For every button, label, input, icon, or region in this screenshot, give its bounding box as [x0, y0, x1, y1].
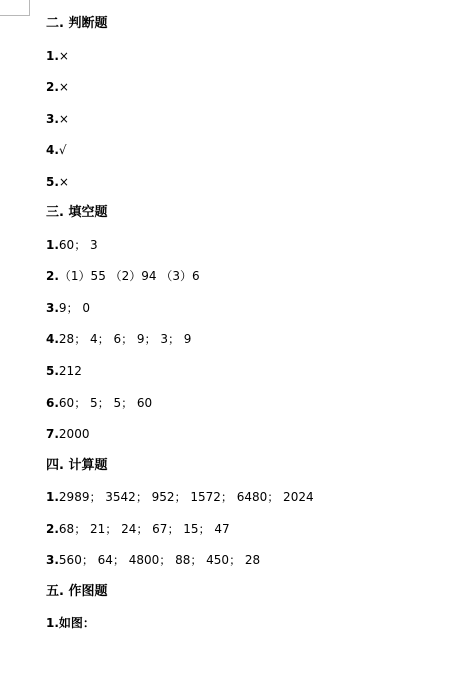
answer-number: 1.: [46, 490, 59, 504]
answer-number: 4.: [46, 143, 59, 157]
answer-line: [46, 266, 200, 286]
answer-number: 3.: [46, 301, 59, 315]
answer-number: 4.: [46, 332, 59, 346]
answer-value: 560； 64； 4800； 88； 450； 28: [58, 553, 261, 567]
answer-line: [46, 235, 98, 255]
answer-value: 如图：: [58, 616, 95, 630]
section-heading-calculation: 四. 计算题: [46, 458, 108, 473]
answer-value: √: [58, 143, 67, 157]
answer-value: （1）55 （2）94 （3）6: [58, 269, 200, 283]
answer-number: 1.: [46, 49, 59, 63]
answer-line: [46, 329, 191, 349]
answer-line: [46, 46, 69, 66]
answer-line: [46, 109, 69, 129]
answer-number: 3.: [46, 112, 59, 126]
answer-value: 9； 0: [58, 301, 91, 315]
answer-line: [46, 613, 95, 633]
section-heading-judgment: 二. 判断题: [46, 16, 108, 31]
answer-line: [46, 298, 90, 318]
answer-number: 5.: [46, 175, 59, 189]
answer-value: 212: [58, 364, 82, 378]
answer-line: [46, 487, 314, 507]
answer-value: 2989； 3542； 952； 1572； 6480； 2024: [58, 490, 314, 504]
page-corner-mark: [0, 0, 30, 16]
answer-number: 2.: [46, 269, 59, 283]
answer-number: 7.: [46, 427, 59, 441]
answer-value: 60； 5； 5； 60: [58, 396, 153, 410]
answer-number: 1.: [46, 616, 59, 630]
answer-number: 3.: [46, 553, 59, 567]
answer-number: 2.: [46, 80, 59, 94]
answer-line: [46, 172, 69, 192]
answer-number: 6.: [46, 396, 59, 410]
answer-value: 60； 3: [58, 238, 98, 252]
answer-line: [46, 393, 152, 413]
corner-mark-vertical: [29, 0, 30, 16]
answer-value: 68； 21； 24； 67； 15； 47: [58, 522, 230, 536]
answer-number: 1.: [46, 238, 59, 252]
answer-value: 28； 4； 6； 9； 3； 9: [58, 332, 192, 346]
answer-value: ×: [58, 49, 69, 63]
answer-line: [46, 140, 67, 160]
corner-mark-horizontal: [0, 15, 30, 16]
answer-line: [46, 550, 260, 570]
answer-number: 5.: [46, 364, 59, 378]
answer-line: [46, 424, 89, 444]
answer-number: 2.: [46, 522, 59, 536]
answer-value: 2000: [58, 427, 90, 441]
answer-value: ×: [58, 112, 69, 126]
answer-line: [46, 361, 82, 381]
answer-line: [46, 77, 69, 97]
section-heading-drawing: 五. 作图题: [46, 584, 108, 599]
answer-value: ×: [58, 175, 69, 189]
answer-line: [46, 519, 230, 539]
section-heading-fill-blank: 三. 填空题: [46, 205, 108, 220]
answer-value: ×: [58, 80, 69, 94]
